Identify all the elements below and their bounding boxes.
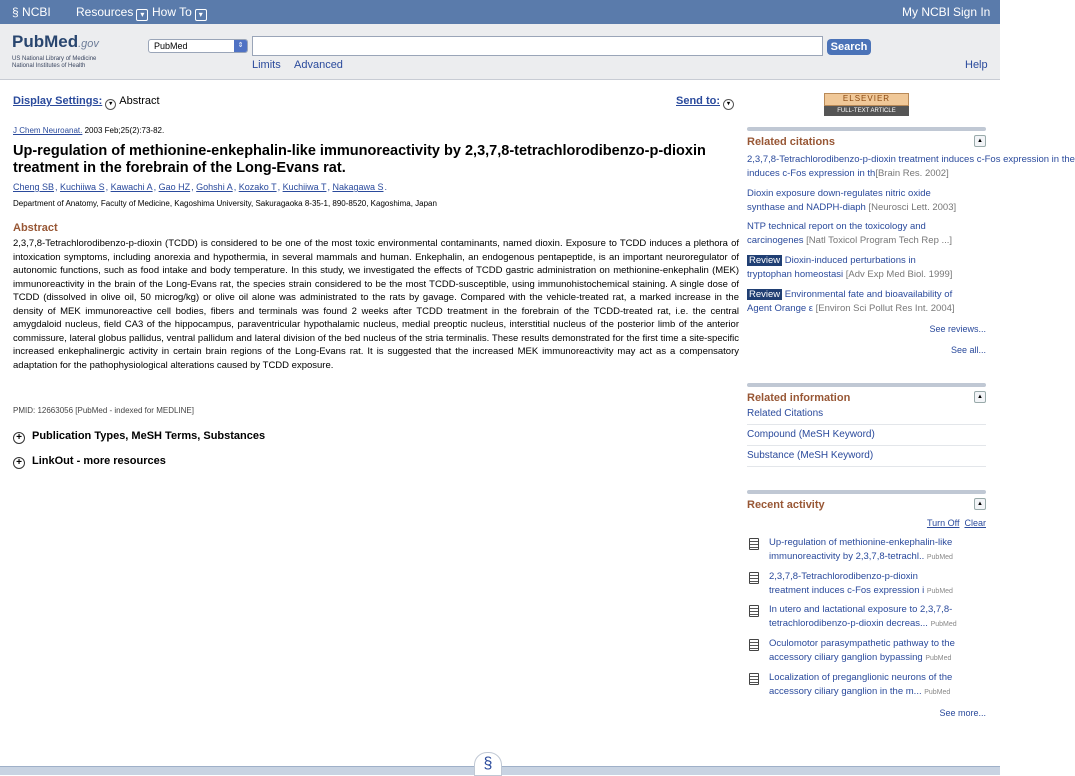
activity-title-cont[interactable]: accessory ciliary ganglion in the m... (769, 685, 922, 697)
activity-source: PubMed (926, 553, 953, 561)
related-info-link[interactable]: Compound (MeSH Keyword) (747, 425, 986, 446)
activity-title-cont[interactable]: tetrachlorodibenzo-p-dioxin decreas... (769, 617, 928, 629)
pubmed-header (0, 24, 1000, 80)
nih-label: National Institutes of Health (12, 63, 86, 69)
affiliation: Department of Anatomy, Faculty of Medicine, Kagoshima University, Sakuragaoka 8-35-1, 890-8520, Kagoshima, Japan (13, 199, 437, 208)
activity-title-cont[interactable]: treatment induces c-Fos expression i (769, 584, 925, 596)
database-select-value: PubMed (154, 41, 188, 51)
citation-title-cont[interactable]: carcinogenes (747, 234, 804, 246)
plus-icon[interactable]: + (13, 432, 25, 444)
citation-source: [Adv Exp Med Biol. 1999] (845, 268, 953, 280)
abstract-text: 2,3,7,8-Tetrachlorodibenzo-p-dioxin (TCDD) is considered to be one of the most toxic environmental contaminants, named dioxin. Exposure to TCDD induces a plethora of intoxication symptoms, including anorexia and hypothermia, in several mammals and human. Enkephalin, an endogenous pentapeptide, is an important neuroregulator of autonomic functions, such as food intake and body temperature. In this study, we investigated the effects of TCDD gastric administration on methionine-enkephalin (MEK) immunoreactivity in the brain of the Long-Evans rat, the species strain considered to be the most TCDD-susceptible, using immunohistochemical staining. A single dose of TCDD (dissolved in olive oil, 50 microg/kg) or olive oil alone was administrated to the rats by gavage. Compared with the vehicle-treated rat, a marked increase in the density of MEK immunoreactive cell bodies, fibers and terminals was found 2 weeks after TCDD treatment in the forebrain of the TCDD-treated rat, i.e. the central amygdaloid nucleus, field CA3 of the hippocampus, paraventricular hypothalamic nucleus, medial preoptic nucleus, interstitial nucleus of the posterior limb of the anterior commissure, lateral globus pallidus, ventral pallidum and lateral division of the bed nucleus of the stria terminalis. These results demonstrated for the first time a site-specific increased enkephalinergic activity in certain brain regions of the Long-Evans rat. It is suggested that the increased MEK immunoreactivity may act as a compensatory adaptation for the pathophysiological alterations caused by TCDD exposure. (13, 238, 739, 371)
activity-title-cont[interactable]: immunoreactivity by 2,3,7,8-tetrachl.. (769, 550, 925, 562)
logo-gov: .gov (78, 38, 99, 50)
display-settings-value: Abstract (119, 95, 160, 107)
see-reviews-link[interactable]: See reviews... (929, 324, 986, 334)
linkout-label: LinkOut - more resources (32, 455, 166, 467)
citation-title-cont[interactable]: tryptophan homeostasi (747, 268, 844, 280)
elsevier-fulltext-badge[interactable] (824, 93, 909, 115)
collapse-icon[interactable]: ▲ (974, 135, 986, 147)
howto-label: How To (152, 5, 192, 19)
activity-source: PubMed (924, 688, 951, 696)
document-icon (749, 639, 759, 651)
author-link[interactable]: Kawachi A (110, 182, 153, 192)
recent-activity-item[interactable] (769, 570, 986, 598)
ncbi-helix-icon[interactable]: § (474, 752, 502, 776)
citation-detail: 2003 Feb;25(2):73-82. (84, 126, 165, 135)
author-link[interactable]: Nakagawa S (332, 182, 384, 192)
panel-divider (747, 383, 986, 387)
author-link[interactable]: Kozako T (238, 182, 277, 192)
citation-title-cont[interactable]: Agent Orange ε (747, 302, 814, 314)
elsevier-tagline: FULL-TEXT ARTICLE (824, 106, 909, 116)
panel-divider (747, 490, 986, 494)
journal-link[interactable]: J Chem Neuroanat. (13, 126, 83, 135)
ncbi-topbar (0, 0, 1000, 24)
ncbi-helix-icon: § (12, 5, 19, 19)
panel-divider (747, 127, 986, 131)
pubmed-logo[interactable] (12, 32, 99, 52)
related-citation-item[interactable] (747, 288, 986, 315)
activity-source: PubMed (930, 620, 957, 628)
send-to[interactable] (676, 95, 737, 110)
citation-title[interactable]: Dioxin-induced perturbations in (784, 255, 916, 266)
author-link[interactable]: Cheng SB (13, 182, 55, 192)
author-list: Cheng SB, Kuchiiwa S, Kawachi A, Gao HZ, Gohshi A, Kozako T, Kuchiiwa T, Nakagawa S. (13, 182, 388, 192)
citation-title-cont[interactable]: induces c-Fos expression in th (747, 167, 876, 179)
recent-activity-item[interactable] (769, 603, 986, 631)
citation-source: [Environ Sci Pollut Res Int. 2004] (815, 302, 955, 314)
display-settings-link[interactable]: Display Settings: (13, 95, 103, 107)
activity-title[interactable]: Oculomotor parasympathetic pathway to the (769, 638, 955, 649)
chevron-down-icon: ▾ (195, 9, 207, 21)
related-citations-panel (747, 127, 1075, 362)
citation-source: [Brain Res. 2002] (875, 167, 949, 179)
related-citation-item[interactable] (747, 153, 1075, 180)
citation-source: [Natl Toxicol Program Tech Rep ...] (806, 234, 953, 246)
citation-title-cont[interactable]: synthase and NADPH-diaph (747, 201, 866, 213)
myncbi-link[interactable]: My NCBI (902, 5, 950, 19)
ncbi-home-link[interactable] (12, 5, 51, 19)
activity-source: PubMed (926, 587, 953, 595)
citation-source: [Neurosci Lett. 2003] (868, 201, 957, 213)
author-link[interactable]: Kuchiiwa S (60, 182, 105, 192)
recent-activity-panel (747, 490, 986, 725)
database-select[interactable] (148, 39, 248, 53)
abstract-heading: Abstract (13, 222, 58, 234)
plus-icon[interactable]: + (13, 457, 25, 469)
related-citation-item[interactable] (747, 220, 986, 247)
logo-med: Med (44, 32, 79, 51)
turn-off-link[interactable]: Turn Off (926, 518, 960, 528)
author-link[interactable]: Gohshi A (196, 182, 233, 192)
author-link[interactable]: Kuchiiwa T (282, 182, 327, 192)
send-to-link[interactable]: Send to: (676, 95, 720, 107)
activity-title[interactable]: Up-regulation of methionine-enkephalin-like (769, 537, 953, 548)
citation-title[interactable]: NTP technical report on the toxicology and (747, 221, 926, 232)
recent-activity-heading: Recent activity (747, 499, 825, 511)
activity-title[interactable]: In utero and lactational exposure to 2,3,7,8- (769, 604, 953, 615)
related-citations-heading: Related citations (747, 136, 836, 148)
see-all-link[interactable]: See all... (950, 345, 986, 355)
ncbi-label: NCBI (22, 5, 51, 19)
related-info-link[interactable]: Substance (MeSH Keyword) (747, 446, 986, 467)
resources-menu[interactable] (76, 5, 148, 21)
recent-activity-controls (927, 518, 986, 528)
search-button[interactable]: Search (827, 39, 871, 55)
howto-menu[interactable] (152, 5, 207, 21)
recent-activity-item[interactable] (769, 637, 986, 665)
document-icon (749, 572, 759, 584)
pmid-line: PMID: 12663056 [PubMed - indexed for MEDLINE] (13, 406, 194, 415)
document-icon (749, 538, 759, 550)
chevron-down-icon[interactable]: ▾ (723, 99, 734, 110)
review-badge: Review (749, 289, 781, 300)
activity-title[interactable]: 2,3,7,8-Tetrachlorodibenzo-p-dioxin (769, 571, 918, 582)
related-information-panel (747, 383, 986, 467)
citation-title[interactable]: Environmental fate and bioavailability of (784, 289, 953, 300)
recent-activity-item[interactable] (769, 536, 986, 564)
linkout-expander[interactable] (13, 455, 166, 469)
resources-label: Resources (76, 5, 134, 19)
see-more-link[interactable]: See more... (939, 708, 986, 718)
select-arrows-icon: ⇕ (234, 40, 247, 52)
recent-activity-item[interactable] (769, 671, 986, 699)
review-badge: Review (749, 255, 781, 266)
citation-line (13, 126, 164, 135)
citation-title[interactable]: Dioxin exposure down-regulates nitric oxide (747, 188, 931, 199)
citation-title[interactable]: 2,3,7,8-Tetrachlorodibenzo-p-dioxin treatment induces c-Fos expression in the (747, 154, 1075, 165)
help-link[interactable]: Help (965, 59, 988, 71)
activity-title[interactable]: Localization of preganglionic neurons of the (769, 672, 953, 683)
activity-source: PubMed (925, 654, 952, 662)
clear-link[interactable]: Clear (964, 518, 986, 528)
elsevier-name: ELSEVIER (824, 93, 909, 106)
related-citation-item[interactable] (747, 187, 986, 214)
related-information-heading: Related information (747, 392, 851, 404)
document-icon (749, 605, 759, 617)
display-settings[interactable] (13, 95, 160, 110)
collapse-icon[interactable]: ▲ (974, 498, 986, 510)
collapse-icon[interactable]: ▲ (974, 391, 986, 403)
search-input[interactable] (252, 36, 823, 56)
pubtypes-expander[interactable] (13, 430, 265, 444)
signin-link[interactable]: Sign In (953, 5, 991, 19)
chevron-down-icon: ▾ (136, 9, 148, 21)
chevron-down-icon[interactable]: ▾ (105, 99, 116, 110)
nlm-label: US National Library of Medicine (12, 56, 97, 62)
advanced-link[interactable]: Advanced (294, 59, 343, 71)
logo-pub: Pub (12, 32, 45, 51)
pubtypes-label: Publication Types, MeSH Terms, Substances (32, 430, 266, 442)
related-citation-item[interactable] (747, 254, 986, 281)
activity-title-cont[interactable]: accessory ciliary ganglion bypassing (769, 651, 923, 663)
article-title: Up-regulation of methionine-enkephalin-like immunoreactivity by 2,3,7,8-tetrachlorodibenzo-p-dioxin treatment in the forebrain of the Long-Evans rat. (13, 143, 706, 176)
related-info-link[interactable]: Related Citations (747, 404, 986, 425)
document-icon (749, 673, 759, 685)
limits-link[interactable]: Limits (252, 59, 281, 71)
author-link[interactable]: Gao HZ (158, 182, 191, 192)
